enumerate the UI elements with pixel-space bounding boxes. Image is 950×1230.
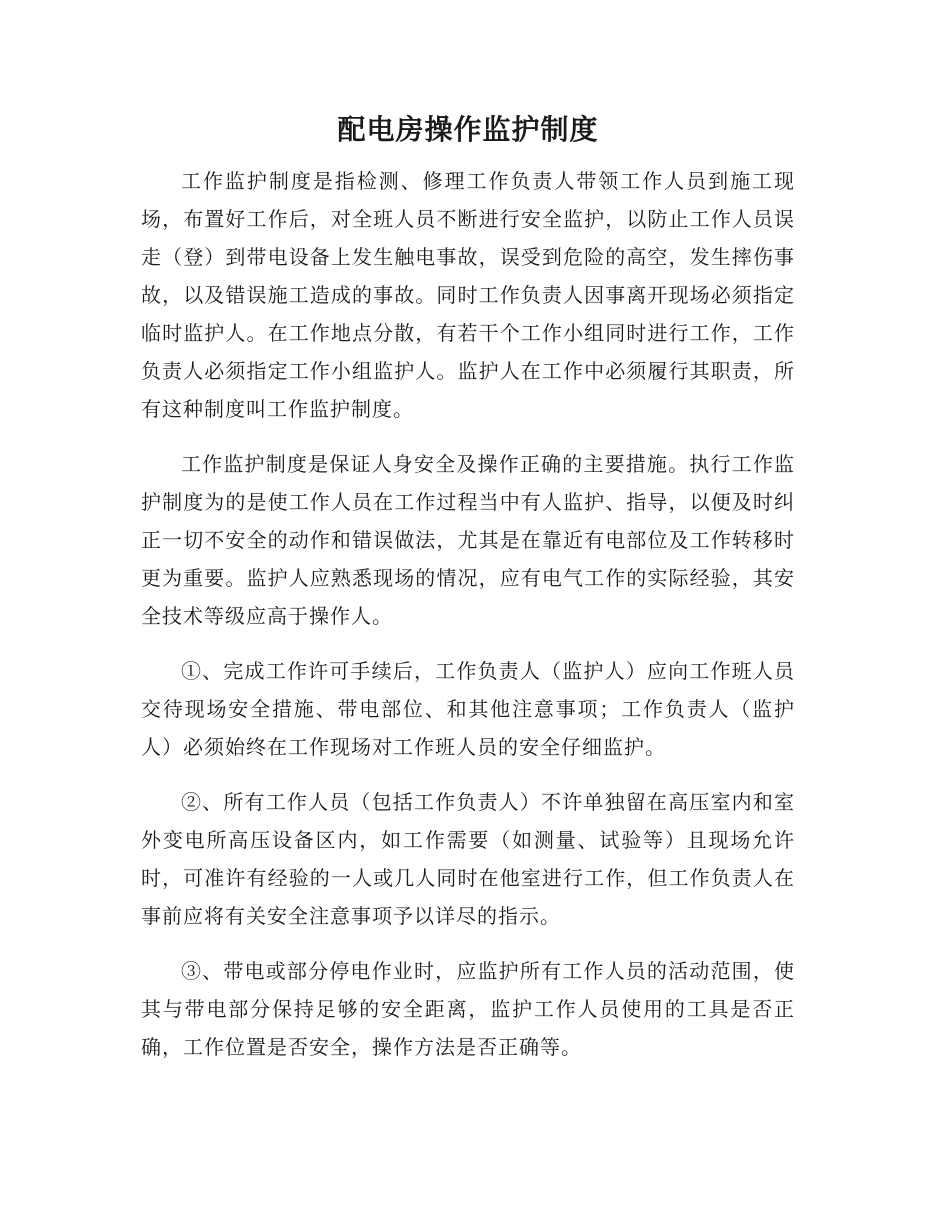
paragraph-rule-1: ①、完成工作许可手续后，工作负责人（监护人）应向工作班人员交待现场安全措施、带电部位、和其他注意事项；工作负责人（监护人）必须始终在工作现场对工作班人员的安全仔细监护。 (141, 659, 795, 759)
paragraph-rule-3: ③、带电或部分停电作业时，应监护所有工作人员的活动范围，使其与带电部分保持足够的安全距离，监护工作人员使用的工具是否正确，工作位置是否安全，操作方法是否正确等。 (141, 959, 795, 1059)
document-page (141, 110, 795, 1083)
document-title: 配电房操作监护制度 (337, 113, 599, 146)
paragraph-definition: 工作监护制度是指检测、修理工作负责人带领工作人员到施工现场，布置好工作后，对全班人员不断进行安全监护，以防止工作人员误走（登）到带电设备上发生触电事故，误受到危险的高空，发生摔伤事故，以及错误施工造成的事故。同时工作负责人因事离开现场必须指定临时监护人。在工作地点分散，有若干个工作小组同时进行工作，工作负责人必须指定工作小组监护人。监护人在工作中必须履行其职责，所有这种制度叫工作监护制度。 (141, 169, 795, 421)
paragraph-importance: 工作监护制度是保证人身安全及操作正确的主要措施。执行工作监护制度为的是使工作人员在工作过程当中有人监护、指导，以便及时纠正一切不安全的动作和错误做法，尤其是在靠近有电部位及工作转移时更为重要。监护人应熟悉现场的情况，应有电气工作的实际经验，其安全技术等级应高于操作人。 (141, 452, 795, 628)
paragraph-rule-2: ②、所有工作人员（包括工作负责人）不许单独留在高压室内和室外变电所高压设备区内，如工作需要（如测量、试验等）且现场允许时，可准许有经验的一人或几人同时在他室进行工作，但工作负责人在事前应将有关安全注意事项予以详尽的指示。 (141, 790, 795, 928)
